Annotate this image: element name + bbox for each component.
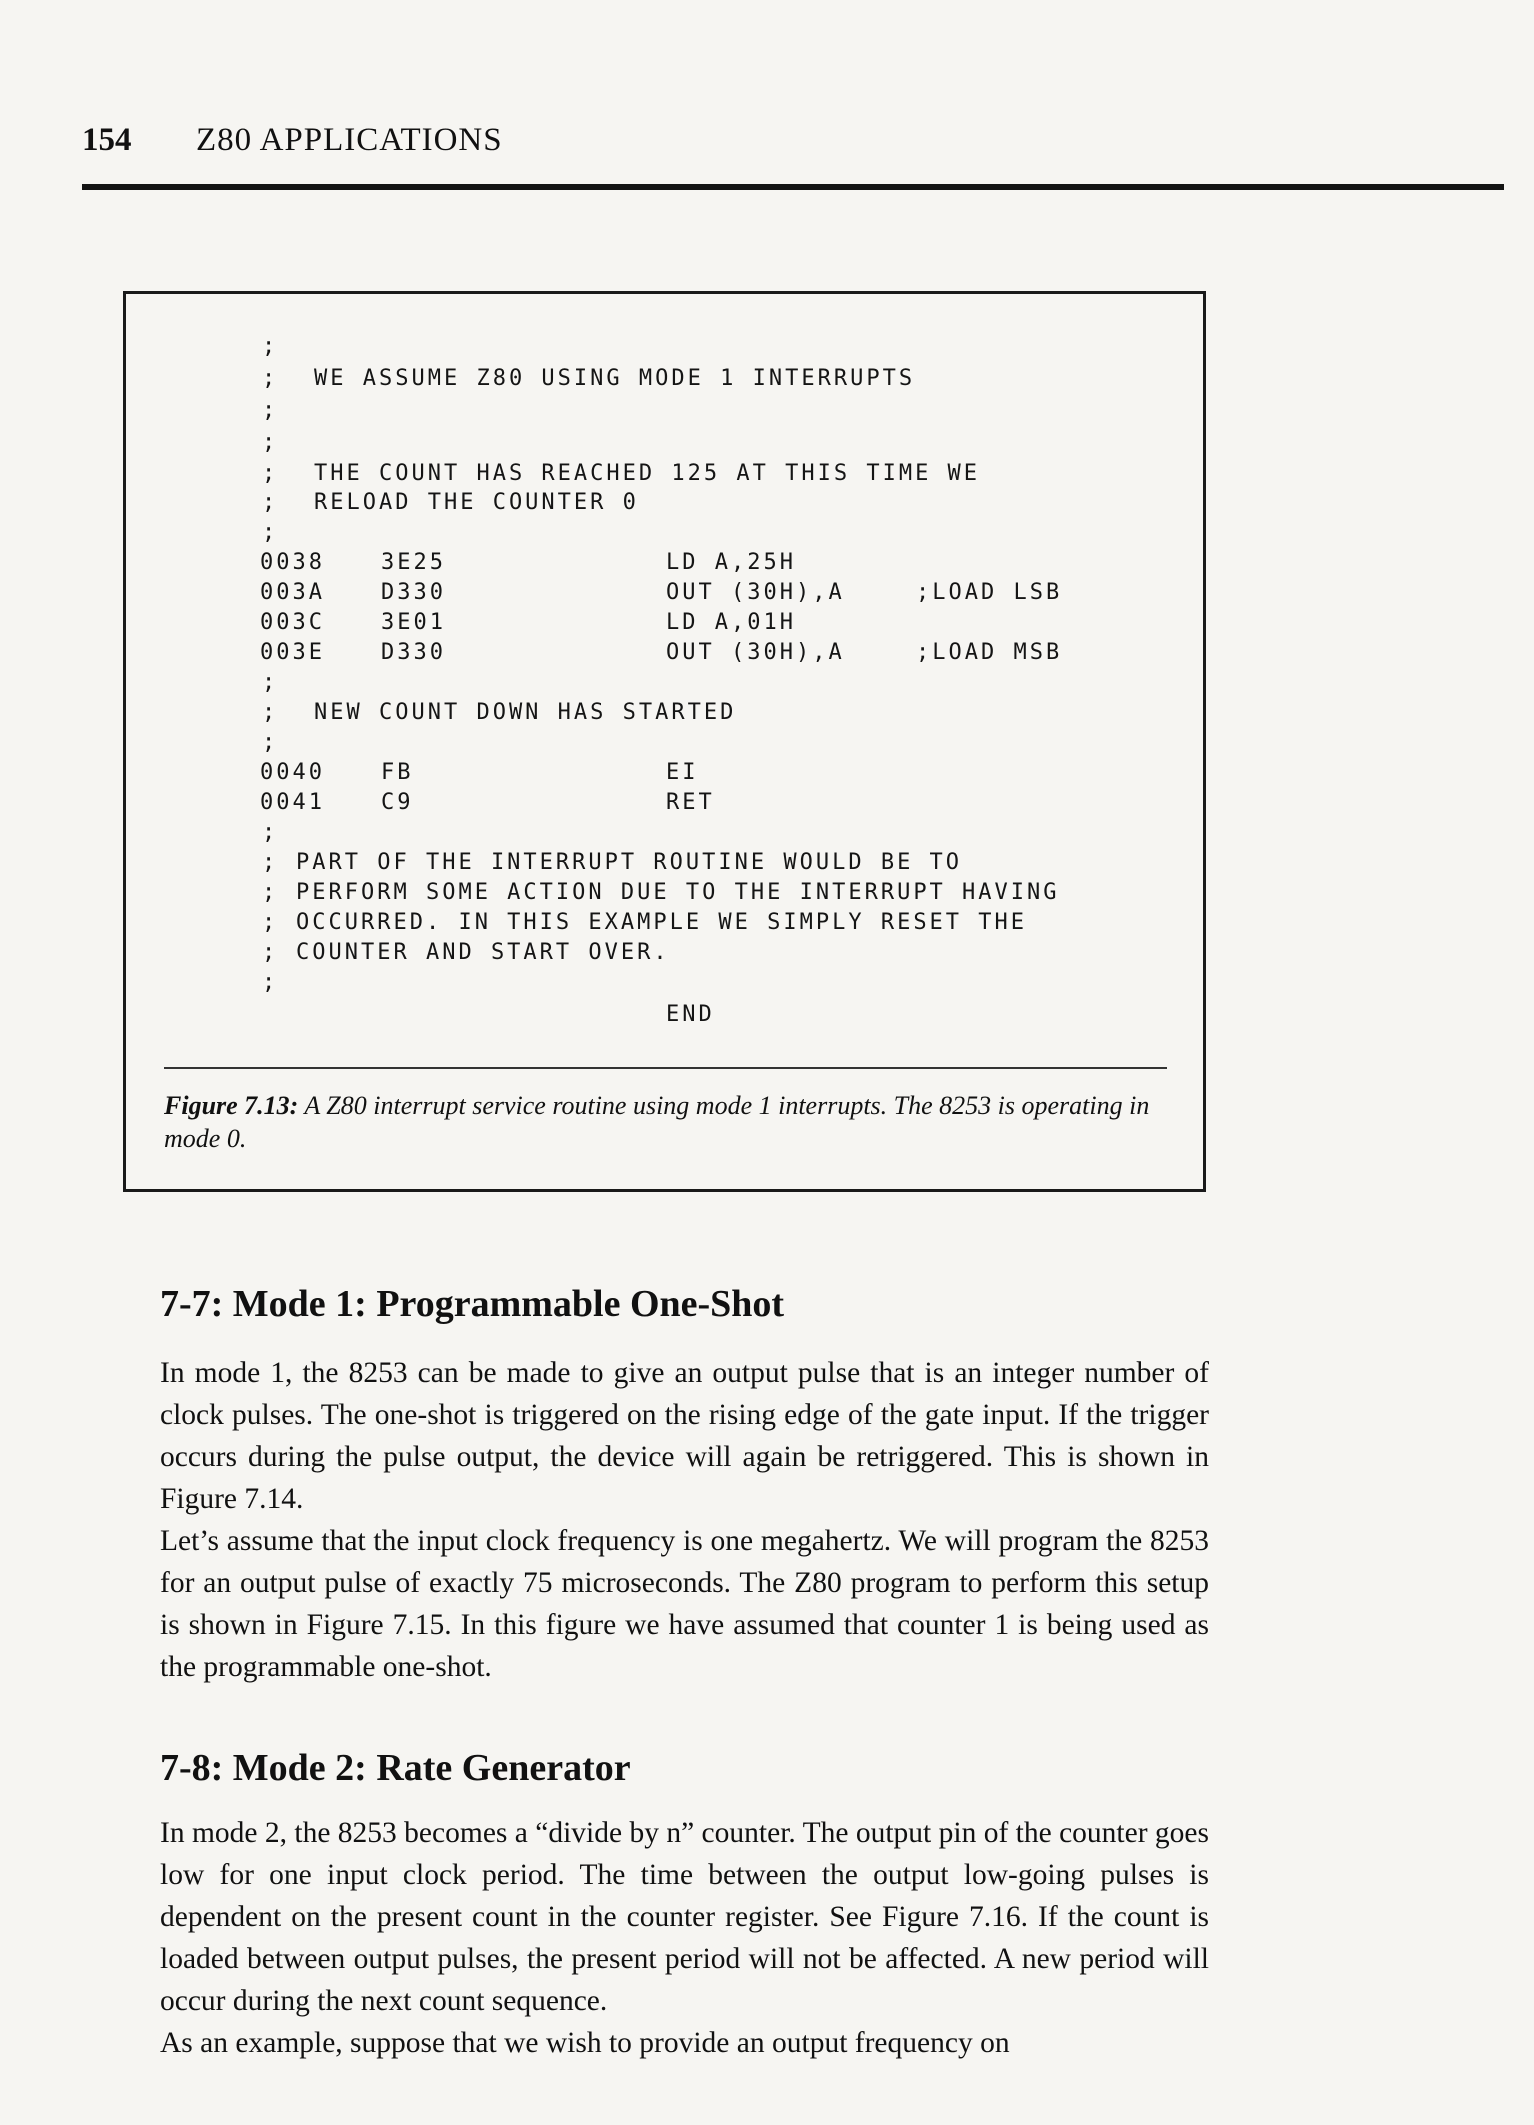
- page-header: [82, 122, 1502, 172]
- paragraph-text: In mode 1, the 8253 can be made to give an output pulse that is an integer number of clock pulses. The one-shot is triggered on the rising edge of the gate input. If the trigger occurs during the pulse output, the device will again be retriggered. This is shown in Figure 7.14.: [160, 1357, 1209, 1515]
- code-comment-text: OCCURRED. IN THIS EXAMPLE WE SIMPLY RESET THE: [296, 910, 1028, 935]
- paragraph: [160, 2022, 1209, 2064]
- code-semicolon: ;: [262, 490, 279, 515]
- figure-caption: [164, 1089, 1174, 1155]
- code-semicolon: ;: [262, 910, 279, 935]
- caption-rule: [164, 1067, 1167, 1069]
- code-semicolon: ;: [262, 670, 279, 695]
- header-rule: [82, 184, 1504, 190]
- code-object: 3E01: [381, 610, 446, 635]
- code-semicolon: ;: [262, 820, 279, 845]
- code-comment-text: WE ASSUME Z80 USING MODE 1 INTERRUPTS: [314, 366, 916, 391]
- code-semicolon: ;: [262, 730, 279, 755]
- code-semicolon: ;: [262, 398, 279, 423]
- section-heading-7-8: 7-8: Mode 2: Rate Generator: [160, 1747, 631, 1789]
- code-address: 0038: [260, 550, 325, 575]
- code-comment-text: PART OF THE INTERRUPT ROUTINE WOULD BE TO: [296, 850, 963, 875]
- code-address: 003A: [260, 580, 325, 605]
- running-head: Z80 APPLICATIONS: [196, 122, 503, 158]
- code-comment: ;LOAD LSB: [916, 580, 1063, 605]
- code-instruction: END: [666, 1002, 715, 1027]
- code-semicolon: ;: [262, 334, 279, 359]
- code-comment-text: COUNTER AND START OVER.: [296, 940, 670, 965]
- code-instruction: LD A,01H: [666, 610, 796, 635]
- code-comment-text: NEW COUNT DOWN HAS STARTED: [314, 700, 737, 725]
- code-semicolon: ;: [262, 461, 279, 486]
- code-instruction: OUT (30H),A: [666, 580, 845, 605]
- code-object: D330: [381, 580, 446, 605]
- code-comment-text: RELOAD THE COUNTER 0: [314, 490, 639, 515]
- paragraph: [160, 1812, 1209, 2022]
- figure-box: [123, 291, 1206, 1192]
- code-address: 003E: [260, 640, 325, 665]
- caption-text: A Z80 interrupt service routine using mode 1 interrupts. The 8253 is operating in mode 0.: [164, 1091, 1150, 1153]
- code-semicolon: ;: [262, 970, 279, 995]
- code-semicolon: ;: [262, 850, 279, 875]
- code-semicolon: ;: [262, 366, 279, 391]
- code-semicolon: ;: [262, 520, 279, 545]
- code-instruction: EI: [666, 760, 699, 785]
- code-semicolon: ;: [262, 430, 279, 455]
- code-comment-text: THE COUNT HAS REACHED 125 AT THIS TIME WE: [314, 461, 981, 486]
- paragraph-text: Let’s assume that the input clock frequency is one megahertz. We will program the 8253 for an output pulse of exactly 75 microseconds. The Z80 program to perform this setup is shown in Figure 7.15. In this figure we have assumed that counter 1 is being used as the programmable one-shot.: [160, 1525, 1209, 1683]
- paragraph: [160, 1352, 1209, 1520]
- code-address: 003C: [260, 610, 325, 635]
- paragraph: [160, 1520, 1209, 1688]
- code-semicolon: ;: [262, 940, 279, 965]
- code-semicolon: ;: [262, 880, 279, 905]
- caption-label: Figure 7.13:: [164, 1091, 299, 1120]
- paragraph-text: In mode 2, the 8253 becomes a “divide by n” counter. The output pin of the counter goes low for one input clock period. The time between the output low-going pulses is dependent on the present count in the counter register. See Figure 7.16. If the count is loaded between output pulses, the present period will not be affected. A new period will occur during the next count sequence.: [160, 1817, 1209, 2017]
- code-comment: ;LOAD MSB: [916, 640, 1063, 665]
- code-comment-text: PERFORM SOME ACTION DUE TO THE INTERRUPT HAVING: [296, 880, 1060, 905]
- paragraph-text: As an example, suppose that we wish to provide an output frequency on: [160, 2027, 1010, 2059]
- code-object: FB: [381, 760, 414, 785]
- code-semicolon: ;: [262, 700, 279, 725]
- code-object: 3E25: [381, 550, 446, 575]
- code-instruction: LD A,25H: [666, 550, 796, 575]
- section-heading-7-7: 7-7: Mode 1: Programmable One-Shot: [160, 1283, 785, 1325]
- code-object: D330: [381, 640, 446, 665]
- page-number: 154: [82, 122, 132, 158]
- code-address: 0041: [260, 790, 325, 815]
- code-address: 0040: [260, 760, 325, 785]
- code-instruction: RET: [666, 790, 715, 815]
- code-instruction: OUT (30H),A: [666, 640, 845, 665]
- code-object: C9: [381, 790, 414, 815]
